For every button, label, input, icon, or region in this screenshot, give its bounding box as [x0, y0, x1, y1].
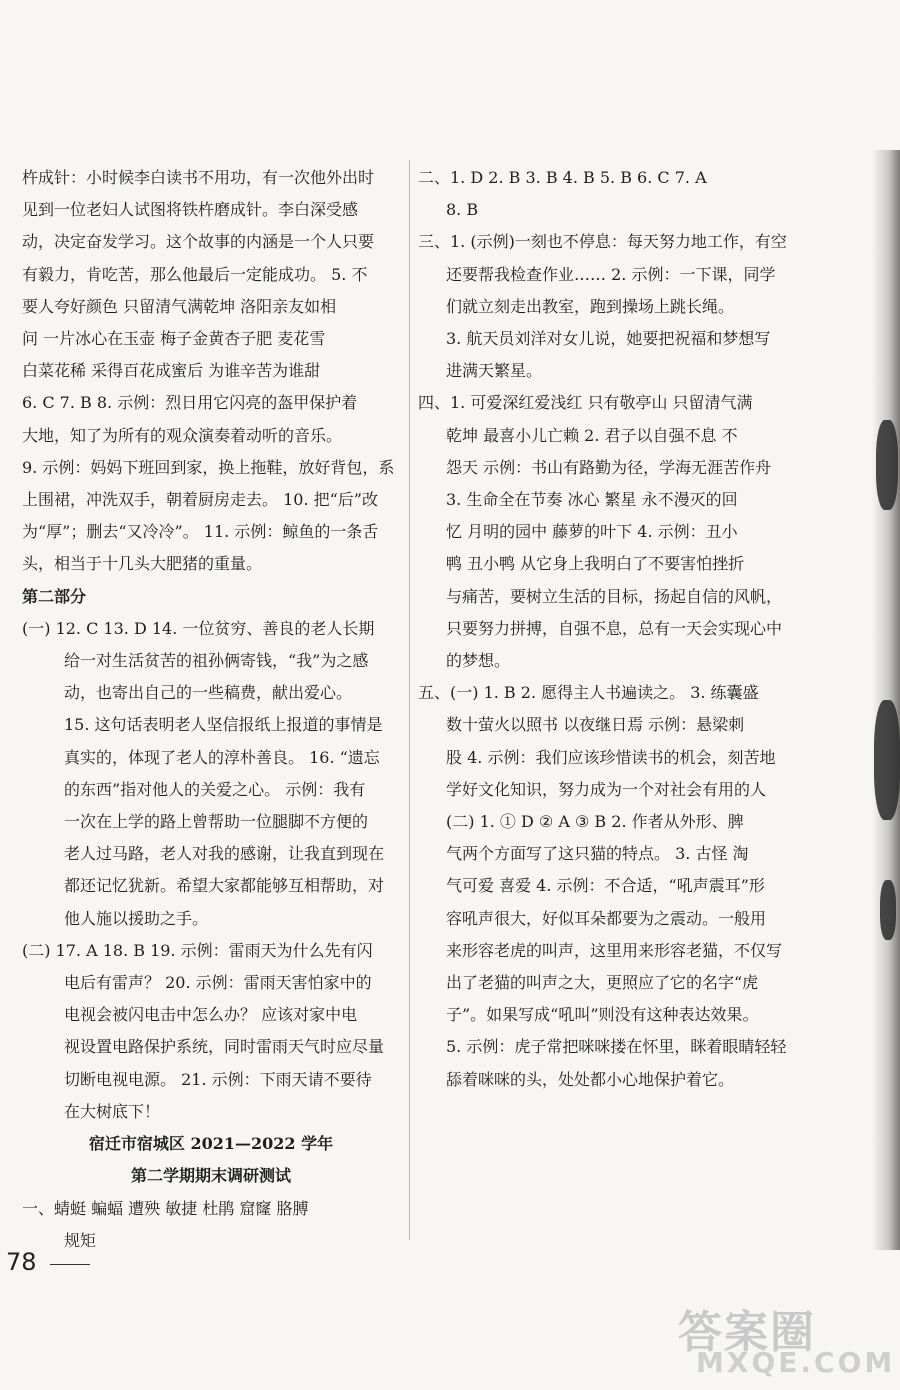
right-answer-line: 怨天 示例：书山有路勤为径，学海无涯苦作舟 [446, 457, 772, 477]
left-answer-line: (一) 12. C 13. D 14. 一位贫穷、善良的老人长期 [22, 618, 375, 638]
right-answer-line: 股 4. 示例：我们应该珍惜读书的机会，刻苦地 [446, 747, 776, 767]
left-answer-column [22, 162, 400, 1257]
left-answer-line: 动，也寄出自己的一些稿费，献出爱心。 [64, 683, 353, 703]
left-answer-line: 给一对生活贫苦的祖孙俩寄钱，“我”为之感 [64, 651, 369, 671]
scan-blot [874, 700, 900, 820]
left-answer-line: 头，相当于十几头大肥猪的重量。 [22, 554, 263, 574]
left-answer-line: 在大树底下！ [64, 1101, 161, 1121]
scan-blot [880, 880, 896, 940]
right-answer-line: 3. 航天员刘洋对女儿说，她要把祝福和梦想写 [446, 329, 771, 349]
watermark-en-text: MXQE.COM [696, 1346, 896, 1379]
right-answer-line: 气两个方面写了这只猫的特点。 3. 古怪 淘 [446, 844, 749, 864]
left-answer-line: 真实的，体现了老人的淳朴善良。 16. “遗忘 [64, 747, 380, 767]
right-answer-line: 子”。如果写成“吼叫”则没有这种表达效果。 [446, 1005, 759, 1025]
right-answer-line: 的梦想。 [446, 651, 511, 671]
left-answer-line: 大地，知了为所有的观众演奏着动听的音乐。 [22, 425, 343, 445]
right-answer-line: 数十萤火以照书 以夜继日焉 示例：悬梁刺 [446, 715, 745, 735]
left-answer-line: 一次在上学的路上曾帮助一位腿脚不方便的 [64, 812, 369, 832]
left-answer-line: 白菜花稀 采得百花成蜜后 为谁辛苦为谁甜 [22, 361, 321, 381]
left-answer-line: 第二部分 [22, 586, 87, 606]
right-answer-line: 三、1. (示例)一刻也不停息：每天努力地工作，有空 [418, 232, 787, 252]
left-answer-line: 切断电视电源。 21. 示例：下雨天请不要待 [64, 1069, 372, 1089]
left-answer-line: 见到一位老妇人试图将铁杵磨成针。李白深受感 [22, 200, 359, 220]
left-answer-line: 老人过马路，老人对我的感谢，让我直到现在 [64, 844, 385, 864]
right-answer-line: 出了老猫的叫声之大，更照应了它的名字“虎 [446, 973, 759, 993]
right-answer-line: 只要努力拼搏，自强不息，总有一天会实现心中 [446, 618, 783, 638]
left-answer-line: 上围裙，冲洗双手，朝着厨房走去。 10. 把“后”改 [22, 490, 378, 510]
site-watermark [678, 1296, 896, 1382]
right-answer-line: 乾坤 最喜小儿亡赖 2. 君子以自强不息 不 [446, 425, 738, 445]
right-answer-column [418, 162, 790, 1096]
left-answer-line: 有毅力，肯吃苦，那么他最后一定能成功。 5. 不 [22, 264, 368, 284]
right-answer-line: 容吼声很大，好似耳朵都要为之震动。一般用 [446, 908, 767, 928]
left-answer-line: 电视会被闪电击中怎么办？ 应该对家中电 [64, 1005, 358, 1025]
left-answer-line: 一、蜻蜓 蝙蝠 遭殃 敏捷 杜鹃 窟窿 胳膊 [22, 1198, 309, 1218]
right-answer-line: 学好文化知识，努力成为一个对社会有用的人 [446, 779, 767, 799]
left-answer-line: 为“厚”；删去“又冷冷”。 11. 示例：鲸鱼的一条舌 [22, 522, 379, 542]
watermark-cn-text: 答案圈 [678, 1307, 816, 1358]
right-answer-line: 进满天繁星。 [446, 361, 543, 381]
right-answer-line: 忆 月明的园中 藤萝的叶下 4. 示例：丑小 [446, 522, 738, 542]
left-answer-line: 他人施以援助之手。 [64, 908, 209, 928]
column-divider [409, 160, 410, 1240]
page-number-dash [50, 1264, 90, 1265]
left-answer-line: 9. 示例：妈妈下班回到家，换上拖鞋，放好背包，系 [22, 457, 395, 477]
right-answer-line: 来形容老虎的叫声，这里用来形容老猫，不仅写 [446, 940, 783, 960]
right-answer-line: (二) 1. ① D ② A ③ B 2. 作者从外形、脾 [446, 812, 744, 832]
left-answer-line: 的东西”指对他人的关爱之心。 示例：我有 [64, 779, 366, 799]
right-answer-line: 们就立刻走出教室，跑到操场上跳长绳。 [446, 296, 735, 316]
left-answer-line: 15. 这句话表明老人坚信报纸上报道的事情是 [64, 715, 383, 735]
left-answer-line: 宿迁市宿城区 2021—2022 学年 [88, 1134, 334, 1154]
right-answer-line: 四、1. 可爱深红爱浅红 只有敬亭山 只留清气满 [418, 393, 753, 413]
right-answer-line: 二、1. D 2. B 3. B 4. B 5. B 6. C 7. A [418, 168, 707, 187]
right-answer-line: 气可爱 喜爱 4. 示例：不合适，“吼声震耳”形 [446, 876, 765, 896]
left-answer-line: 都还记忆犹新。希望大家都能够互相帮助，对 [64, 876, 385, 896]
right-answer-line: 舔着咪咪的头，处处都小心地保护着它。 [446, 1069, 735, 1089]
page-number: 78 [6, 1248, 37, 1276]
left-answer-line: 6. C 7. B 8. 示例：烈日用它闪亮的盔甲保护着 [22, 393, 358, 413]
left-answer-line: 第二学期期末调研测试 [130, 1166, 291, 1186]
left-answer-line: 要人夸好颜色 只留清气满乾坤 洛阳亲友如相 [22, 296, 337, 316]
right-answer-line: 五、(一) 1. B 2. 愿得主人书遍读之。 3. 练囊盛 [418, 683, 759, 703]
right-answer-line: 8. B [446, 200, 479, 220]
right-answer-line: 5. 示例：虎子常把咪咪搂在怀里，眯着眼睛轻轻 [446, 1037, 787, 1057]
right-answer-line: 与痛苦，要树立生活的目标，扬起自信的风帆， [446, 586, 783, 606]
right-answer-line: 鸭 丑小鸭 从它身上我明白了不要害怕挫折 [446, 554, 745, 574]
left-answer-line: 杵成针：小时候李白读书不用功，有一次他外出时 [22, 168, 375, 187]
left-answer-line: 动，决定奋发学习。这个故事的内涵是一个人只要 [22, 232, 375, 252]
right-answer-line: 3. 生命全在节奏 冰心 繁星 永不漫灭的回 [446, 490, 738, 510]
right-answer-line: 还要帮我检查作业…… 2. 示例：一下课，同学 [446, 264, 776, 284]
left-answer-line: 电后有雷声？ 20. 示例：雷雨天害怕家中的 [64, 973, 372, 993]
left-answer-line: 问 一片冰心在玉壶 梅子金黄杏子肥 麦花雪 [22, 329, 326, 349]
scan-blot [876, 420, 898, 510]
left-answer-line: 视设置电路保护系统，同时雷雨天气时应尽量 [64, 1037, 385, 1057]
left-answer-line: (二) 17. A 18. B 19. 示例：雷雨天为什么先有闪 [22, 940, 373, 960]
left-answer-line: 规矩 [64, 1230, 97, 1250]
